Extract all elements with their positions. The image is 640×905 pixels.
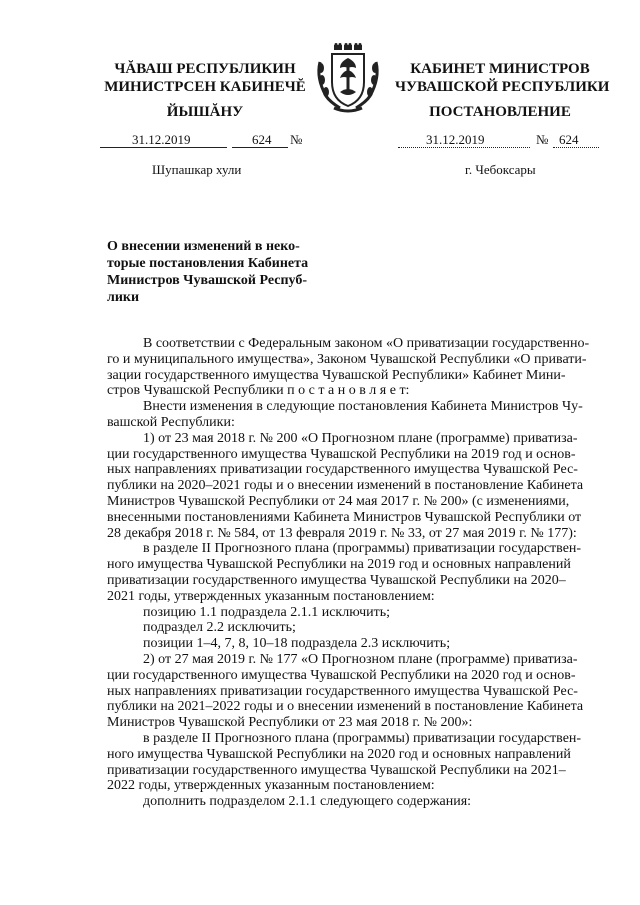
left-number-sign: № [290, 132, 303, 147]
right-number: 624 [559, 132, 579, 147]
body-line: В соответствии с Федеральным законом «О приватизации государственно- [143, 336, 590, 351]
right-city: г. Чебоксары [465, 162, 536, 177]
body-line: зации государственного имущества Чувашской Республики» Кабинет Мини- [107, 367, 566, 383]
body-line: 2022 годы, утвержденных указанным постановлением: [107, 778, 435, 794]
header-right-line-1: КАБИНЕТ МИНИСТРОВ [410, 61, 590, 77]
header-right-doc-type: ПОСТАНОВЛЕНИЕ [429, 104, 571, 120]
body-line: в разделе II Прогнозного плана (программы) приватизации государствен- [143, 730, 582, 746]
body-line: го и муниципального имущества», Законом Чувашской Республики «О привати- [107, 351, 587, 367]
left-number: 624 [252, 132, 272, 147]
document-body [107, 336, 597, 810]
body-line: публики на 2020–2021 годы и о внесении изменений в постановление Кабинета [107, 478, 584, 494]
body-line: 2021 годы, утвержденных указанным постановлением: [107, 588, 435, 604]
body-line: ных направлениях приватизации государственного имущества Чувашской Рес- [107, 462, 578, 478]
body-line: вашской Республики: [107, 414, 235, 430]
document-title [107, 238, 327, 306]
header-left-doc-type: ЙЫШĂНУ [166, 104, 244, 120]
body-line: 28 декабря 2018 г. № 584, от 13 февраля 2019 г. № 33, от 27 мая 2019 г. № 177): [107, 525, 577, 541]
body-line: дополнить подразделом 2.1.1 следующего содержания: [143, 794, 472, 810]
body-line: публики на 2021–2022 годы и о внесении изменений в постановление Кабинета [107, 699, 584, 715]
body-line: ции государственного имущества Чувашской Республики на 2020 год и основ- [107, 667, 576, 683]
left-number-underline [232, 147, 288, 148]
right-number-underline [553, 147, 599, 148]
body-line: приватизации государственного имущества Чувашской Республики на 2020– [107, 572, 566, 588]
body-line: ции государственного имущества Чувашской Республики на 2019 год и основ- [107, 446, 576, 462]
header-right [395, 60, 610, 96]
header-left [100, 60, 310, 96]
body-line: позицию 1.1 подраздела 2.1.1 исключить; [143, 604, 391, 620]
body-line: 1) от 23 мая 2018 г. № 200 «О Прогнозном плане (программе) приватиза- [143, 430, 578, 446]
title-line: О внесении изменений в неко- [107, 239, 300, 254]
left-date: 31.12.2019 [132, 132, 191, 147]
header-left-line-2: МИНИСТРСЕН КАБИНЕЧĔ [104, 79, 306, 95]
left-date-underline [100, 147, 227, 148]
title-line: торые постановления Кабинета [107, 256, 309, 271]
body-line: 2) от 27 мая 2019 г. № 177 «О Прогнозном плане (программе) приватиза- [143, 651, 578, 667]
body-line: стров Чувашской Республики п о с т а н о в л я е т: [107, 383, 410, 399]
chuvash-coat-of-arms-icon [312, 42, 384, 114]
header-left-line-1: ЧĂВАШ РЕСПУБЛИКИН [114, 61, 296, 77]
title-line: лики [107, 290, 140, 305]
body-line: ного имущества Чувашской Республики на 2020 год и основных направлений [107, 746, 571, 762]
body-line: внесенными постановлениями Кабинета Министров Чувашской Республики от [107, 509, 582, 525]
left-city: Шупашкар хули [152, 162, 242, 177]
body-line: ного имущества Чувашской Республики на 2019 год и основных направлений [107, 557, 571, 573]
body-line: позиции 1–4, 7, 8, 10–18 подраздела 2.3 исключить; [143, 636, 451, 652]
body-line: Внести изменения в следующие постановления Кабинета Министров Чу- [143, 399, 583, 415]
body-line: приватизации государственного имущества Чувашской Республики на 2021– [107, 762, 566, 778]
right-number-sign: № [536, 132, 549, 147]
body-line: ных направлениях приватизации государственного имущества Чувашской Рес- [107, 683, 578, 699]
body-line: Министров Чувашской Республики от 23 мая 2018 г. № 200»: [107, 715, 473, 731]
header-right-line-2: ЧУВАШСКОЙ РЕСПУБЛИКИ [395, 79, 610, 95]
body-line: подраздел 2.2 исключить; [143, 620, 296, 636]
body-line: в разделе II Прогнозного плана (программы) приватизации государствен- [143, 541, 582, 557]
right-date: 31.12.2019 [426, 132, 485, 147]
body-line: Министров Чувашской Республики от 24 мая 2017 г. № 200» (с изменениями, [107, 493, 570, 509]
title-line: Министров Чувашской Респуб- [107, 273, 307, 288]
right-date-underline [398, 147, 530, 148]
